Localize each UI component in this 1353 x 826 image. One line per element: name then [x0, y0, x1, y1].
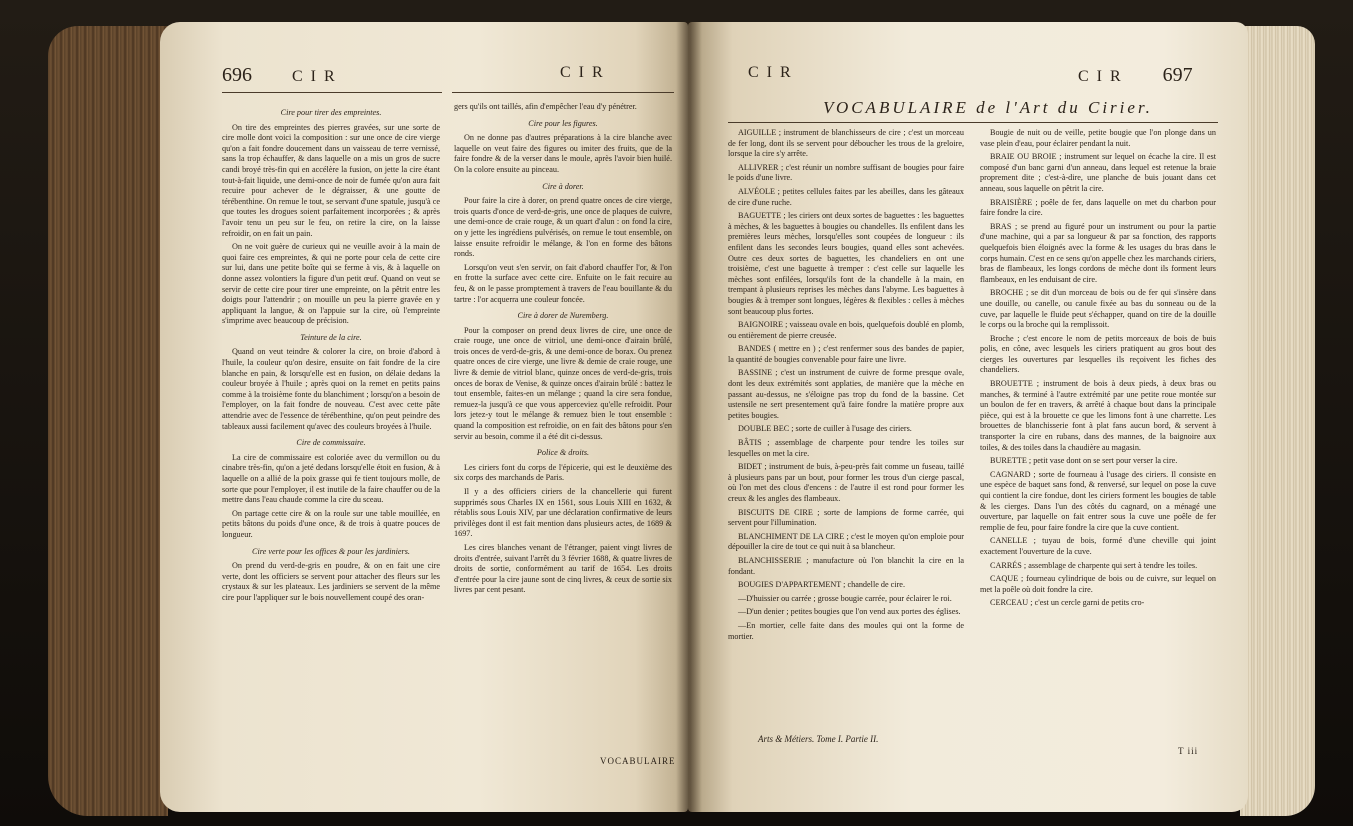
left-page-column-2: [454, 102, 672, 752]
entry: BRAS ; se prend au figuré pour un instrument ou pour la partie d'une machine, qui a par sa longueur & par sa fonction, des rapports quelquefois bien éloignés avec la forme & les usages du bras dans le corps humain. C'est en ce sens qu'on appelle chez les marchands ciriers, bras de flambeaux, les longs cordons de mèche dont ils forment leurs flambeaux, en les enduisant de cire.: [980, 221, 1216, 284]
section-heading: Cire pour tirer des empreintes.: [280, 108, 382, 117]
footer-signature: Arts & Métiers. Tome I. Partie II.: [758, 734, 879, 744]
running-head-right-col1: C I R: [748, 64, 793, 81]
entry: Bougie de nuit ou de veille, petite bougie que l'on plonge dans un vase plein d'eau, pour éclairer pendant la nuit.: [980, 128, 1216, 148]
section-heading: Cire verte pour les offices & pour les jardiniers.: [252, 546, 410, 556]
entry: Broche ; c'est encore le nom de petits morceaux de bois de buis polis, en cône, avec lesquels les ciriers pratiquent au gros bout des cierges les ouvertures par lesquelles ils reçoivent les fiches des chandeliers.: [980, 333, 1216, 375]
book-gutter: [676, 22, 702, 812]
paragraph: On tire des empreintes des pierres gravées, sur une sorte de cire molle dont voici la composition : sur une once de cire vierge qu'on a fait fondre doucement dans un vaisseau de terre vernissé, sans la trop échauffer, & dans laquelle on a mis un gros de sucre candi broyé très-fin qui en accélère la fusion, on jette la cire étant tout-à-fait liquide, une demi-once de noir de fumée qu'on aura fait recuire pour achever de le dégraisser, & une goutte de térébenthine. On remue le tout, se servant d'une spatule, jusqu'à ce que toutes les drogues soient parfaitement incorporées ; & après l'avoir tenu un peu sur le feu, on retire la cire, on la laisse refroidir, on en fait un pain.: [222, 122, 440, 238]
right-page-header: [1078, 64, 1193, 87]
section-heading: Cire à dorer de Nuremberg.: [517, 311, 609, 321]
entry: BÂTIS ; assemblage de charpente pour tendre les toiles sur lesquelles on met la cire.: [728, 438, 964, 458]
entry: DOUBLE BEC ; sorte de cuiller à l'usage des ciriers.: [738, 424, 912, 434]
header-rule: [222, 92, 442, 93]
paragraph: On prend du verd-de-gris en poudre, & on en fait une cire verte, dont les officiers se servent pour attacher des fleurs sur les crystaux & sur les plateaux. Les jardiniers se servent de la même cire pour l'appliquer sur le bois nouvellement coupé des oran-: [222, 561, 440, 602]
vocabulary-title: VOCABULAIRE de l'Art du Cirier.: [823, 98, 1153, 117]
paragraph: Les cires blanches venant de l'étranger, paient vingt livres de droits d'entrée, suivant l'arrêt du 3 février 1688, & quatre livres de droits de sortie, conformément au tarif de 1654. Les droits d'entrée pour la cire jaune sont de cinq livres, & ceux de sortie six livres par cent pesant.: [454, 542, 672, 595]
entry: AIGUILLE ; instrument de blanchisseurs de cire ; c'est un morceau de fer long, dont ils se servent pour déboucher les trous de la greloire, lorsque la cire s'y arrête.: [728, 128, 964, 159]
running-head-left-col1: C I R: [292, 68, 337, 85]
entry: —D'un denier ; petites bougies que l'on vend aux portes des églises.: [738, 607, 961, 617]
section-heading: Cire de commissaire.: [296, 438, 366, 448]
catchword: T iii: [1178, 746, 1199, 756]
catchword: VOCABULAIRE: [600, 756, 676, 766]
page-number-left: 696: [222, 64, 252, 86]
left-page-header: [222, 64, 337, 87]
entry: BROUETTE ; instrument de bois à deux pieds, à deux bras ou manches, & terminé à l'autre extrémité par une petite roue montée sur un boulon de fer en travers, & arrêté à chaque bout dans la principale pièce, qui est à la brouette ce que les limons font à une charrette. Les brouettes de blanchisserie font à plat fans aucun bord, & servent à transporter la cire en rubans, dans des mannes, de la baignoire aux toiles, & des toiles dans la chaudière au magasin.: [980, 379, 1216, 452]
entry: BAIGNOIRE ; vaisseau ovale en bois, quelquefois doublé en plomb, ou entièrement de pierre creusée.: [728, 320, 964, 340]
entry: CANELLE ; tuyau de bois, formé d'une cheville qui joint exactement l'ouverture de la cuve.: [980, 536, 1216, 556]
paragraph: Quand on veut teindre & colorer la cire, on broie d'abord à l'huile, la couleur qu'on desire, ensuite on fait fondre de la cire blanche en pain, & lorsqu'elle est en fusion, on délaie dedans la couleur broyée à l'huile ; après quoi on la remet en petits pains comme à la troisième fonte du blanchiment ; lorsqu'on a besoin de l'employer, on la fait fondre de nouveau. C'est avec cette pâte attendrie avec de l'essence de térébenthine, qu'on peut peindre des tableaux aussi facilement qu'avec des couleurs broyées à l'huile.: [222, 347, 440, 431]
entry: BASSINE ; c'est un instrument de cuivre de forme presque ovale, dont les deux extrémités sont applaties, de manière que la mèche en passant au-dessus, ne s'éloigne pas trop du fond de la bassine. Cet ustensile ne sert presentement qu'à faire fondre la matière propre aux petites bougies.: [728, 368, 964, 420]
entry: BROCHE ; se dit d'un morceau de bois ou de fer qui s'insère dans une douille, ou canelle, ou canule fixée au bas du sonneau ou de la cuve, par laquelle le fluide peut s'échapper, quand on tire de la douille le corps ou la broche qui la remplissoit.: [980, 288, 1216, 330]
entry: ALLIVRER ; c'est réunir un nombre suffisant de bougies pour faire le poids d'une livre.: [728, 162, 964, 183]
left-page: [160, 22, 688, 812]
paragraph: Il y a des officiers ciriers de la chancellerie qui furent supprimés sous Charles IX en 1561, sous Louis XIII en 1632, & rétablis sous Louis XIV, par une déclaration confirmative de leurs privilèges dont il est fait mention dans plusieurs actes, de 1689 & 1697.: [454, 487, 672, 539]
paragraph: gers qu'ils ont taillés, afin d'empêcher l'eau d'y pénétrer.: [454, 102, 637, 111]
section-heading: Cire pour les figures.: [528, 118, 598, 128]
section-heading: Police & droits.: [536, 448, 590, 458]
entry: BRAIE OU BROIE ; instrument sur lequel on écache la cire. Il est composé d'un banc garni d'un anneau, dans lequel est retenue la braie proprement dite ; c'est-à-dire, une planche de buis jouant dans cet anneau, sous laquelle on pêtrit la cire.: [980, 152, 1216, 193]
header-rule: [452, 92, 674, 93]
paragraph: On ne donne pas d'autres préparations à la cire blanche avec laquelle on veut faire des figures ou imiter des fruits, que de la faire fondre & de la verser dans le moule, après l'avoir bien huilé. On la colore ensuite au pinceau.: [454, 133, 672, 174]
entry: BLANCHISSERIE ; manufacture où l'on blanchit la cire en la fondant.: [728, 555, 964, 576]
book-fore-edge-right: [1240, 26, 1315, 816]
paragraph: Pour la composer on prend deux livres de cire, une once de craie rouge, une once de vitriol, une demi-once d'airain brûlé, trois onces de verd-de-gris, & une demi-once de borax. Ou prenez quatre onces de cire vierge, une livre & demie de craie rouge, une livre & demie de vitriol blanc, quinze onces de verd-de-gris, trois onces de borax de Venise, & quinze onces d'airain brûlé : battez le tout ensemble, faites-en un mélange ; quand la cire sera fondue, remuez-la jusqu'à ce que vous apperceviez qu'elle refroidit. Pour lors jetez-y tout le mélange & remuez bien le tout ensemble : quand la composition est refroidie, on en fait des bâtons pour s'en servir au besoin, comme il a été dit ci-dessus.: [454, 325, 672, 441]
entry: CARRÉS ; assemblage de charpente qui sert à tendre les toiles.: [990, 560, 1198, 570]
book-fore-edge-left: [48, 26, 168, 816]
entry: BANDES ( mettre en ) ; c'est renfermer sous des bandes de papier, la quantité de bougies convenable pour faire une livre.: [728, 344, 964, 364]
entry: BISCUITS DE CIRE ; sorte de lampions de forme carrée, qui servent pour l'illumination.: [728, 507, 964, 528]
right-page-column-1: [728, 128, 964, 728]
right-page-column-2: [980, 128, 1216, 743]
paragraph: Les ciriers font du corps de l'épicerie, qui est le deuxième des six corps des marchands de Paris.: [454, 462, 672, 483]
entry: CAGNARD ; sorte de fourneau à l'usage des ciriers. Il consiste en une espèce de baquet sans fond, & renversé, sur lequel on pose la cuve qui contient la cire fondue, dont les ciriers forment les bougies de table & les cierges. Dans l'un des côtés du cagnard, on a ménagé une ouverture, par laquelle on fait entrer sous la cuve une poêle de fer remplie de feu, pour faire fondre la cire que la cuve contient.: [980, 469, 1216, 532]
page-number-right: 697: [1162, 64, 1193, 86]
paragraph: On partage cette cire & on la roule sur une table mouillée, en petits bâtons du poids d'une once, & de trois à quatre pouces de longueur.: [222, 508, 440, 539]
entry: BRAISIÈRE ; poêle de fer, dans laquelle on met du charbon pour faire fondre la cire.: [980, 197, 1216, 218]
entry: —D'huissier ou carrée ; grosse bougie carrée, pour éclairer le roi.: [738, 593, 952, 603]
entry: —En mortier, celle faite dans des moules qui ont la forme de mortier.: [728, 620, 964, 641]
entry: BURETTE ; petit vase dont on se sert pour verser la cire.: [990, 456, 1178, 466]
left-page-column-1: [222, 102, 440, 752]
running-head-left-col2: C I R: [560, 64, 605, 81]
entry: ALVÉOLE ; petites cellules faites par les abeilles, dans les gâteaux de cire d'une ruche.: [728, 186, 964, 207]
entry: BAGUETTE ; les ciriers ont deux sortes de baguettes : les baguettes à mèches, & les baguettes à bougies ou chandelles. Ils enfilent dans les premières leurs mèches, lorsqu'elles sont coupées de longueur : ils enfilent dans les secondes leurs bougies, quand elles sont achevées. Outre ces deux sortes de baguettes, les chandeliers en ont une troisième, c'est une baguette à tremper : c'est celle sur laquelle les mèches sont enfilées, lorsqu'ils font de la chandelle à la main, en trempant à plusieurs reprises les mèches dans l'abyme. Les baguettes à bougies & à tremper sont longues, légères & flexibles : celles à mèches sont beaucoup plus fortes.: [728, 211, 964, 316]
running-head-right-col2: C I R: [1078, 68, 1123, 85]
entry: BIDET ; instrument de buis, à-peu-près fait comme un fuseau, taillé à plusieurs pans par un bout, pour former les trous d'un cierge pascal, où l'on met des clous d'encens : de l'autre il est rond pour former les creux & les angles des flambeaux.: [728, 462, 964, 503]
section-heading: Cire à dorer.: [542, 181, 584, 191]
entry: CERCEAU ; c'est un cercle garni de petits cro-: [990, 598, 1145, 608]
entry: BOUGIES D'APPARTEMENT ; chandelle de cire.: [738, 580, 905, 590]
right-page: [688, 22, 1248, 812]
paragraph: On ne voit guère de curieux qui ne veuille avoir à la main de quoi faire ces empreintes, & qui ne porte pour cela de cette cire sur lui, dans une petite boîte qui se ferme à vis, & à laquelle on donne assez volontiers la figure d'un petit œuf. Quand on veut se servir de cette cire pour tirer une empreinte, on la pêtrit entre les doigts pour l'attendrir ; on mouille un peu la pierre gravée en y appliquant la langue, & on l'appuie sur la cire, où l'empreinte s'imprime avec beaucoup de précision.: [222, 242, 440, 326]
title-rule: [728, 122, 1218, 123]
entry: CAQUE ; fourneau cylindrique de bois ou de cuivre, sur lequel on met la poêle où doit fondre la cire.: [980, 574, 1216, 594]
section-heading: Teinture de la cire.: [300, 332, 362, 342]
entry: BLANCHIMENT DE LA CIRE ; c'est le moyen qu'on emploie pour dépouiller la cire de tout ce qui nuit à sa blancheur.: [728, 531, 964, 552]
paragraph: Lorsqu'on veut s'en servir, on fait d'abord chauffer l'or, & l'on en frotte la surface avec cette cire. Enfuite on le fait recuire au feu, & on le passe promptement à travers de l'eau bouillante & du tartre : l'or acquerra une couleur foncée.: [454, 262, 672, 304]
paragraph: Pour faire la cire à dorer, on prend quatre onces de cire vierge, trois quarts d'once de verd-de-gris, une once de plaques de cuivre, une demi-once de craie rouge, & un quart d'alun : on fond la cire, on y jette les ingrédiens pulvérisés, on remue le tout ensemble, on laisse ensuite refroidir le mélange, & l'on en forme des bâtons ronds.: [454, 196, 672, 259]
paragraph: La cire de commissaire est coloriée avec du vermillon ou du cinabre très-fin, qu'on a jeté dedans lorsqu'elle étoit en fusion, & à laquelle on a allié de la poix grasse qui fe tient toujours molle, de sorte que pour l'employer, il est inutile de la faire chauffer ou de la mettre dans l'eau chaude comme la cire du sceau.: [222, 452, 440, 505]
